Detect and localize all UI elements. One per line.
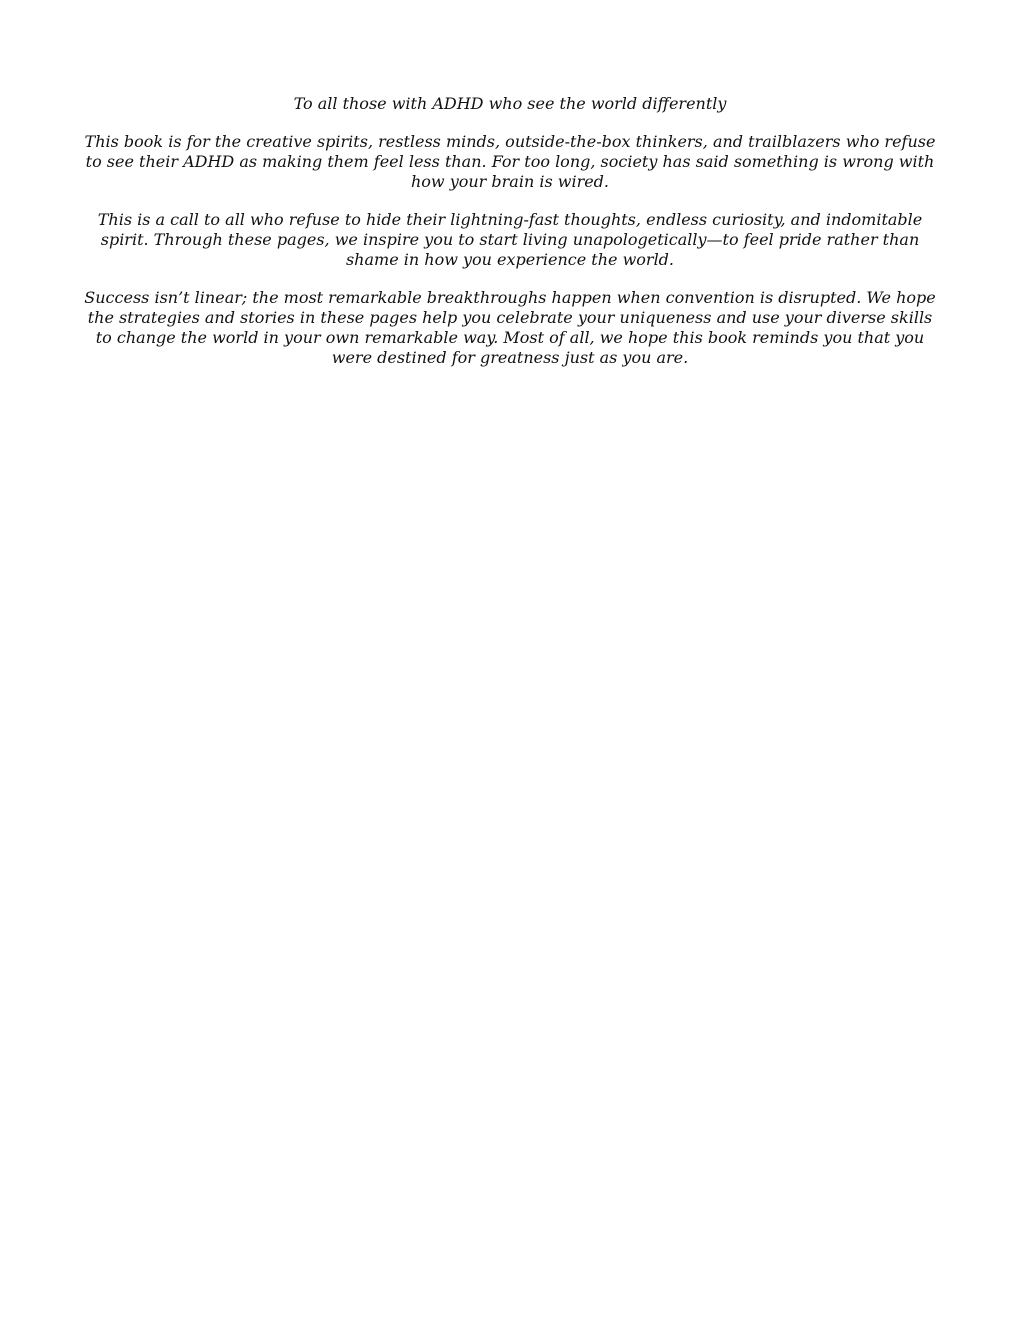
- dedication-paragraph-2: This is a call to all who refuse to hide their lightning-fast thoughts, endless curiosity, and indomitable spirit. Through these pages, we inspire you to start living unapologetically—to feel pride rather than shame in how you experience the world.: [97, 210, 923, 269]
- dedication-title: To all those with ADHD who see the world differently: [293, 94, 727, 113]
- dedication-paragraph-1: This book is for the creative spirits, restless minds, outside-the-box thinkers, and trailblazers who refuse to see their ADHD as making them feel less than. For too long, society has said something is wrong with how your brain is wired.: [84, 132, 936, 191]
- dedication-page: [78, 94, 942, 386]
- dedication-paragraph-3: Success isn’t linear; the most remarkable breakthroughs happen when convention is disrupted. We hope the strategies and stories in these pages help you celebrate your uniqueness and use your diverse skills to change the world in your own remarkable way. Most of all, we hope this book reminds you that you were destined for greatness just as you are.: [84, 288, 936, 367]
